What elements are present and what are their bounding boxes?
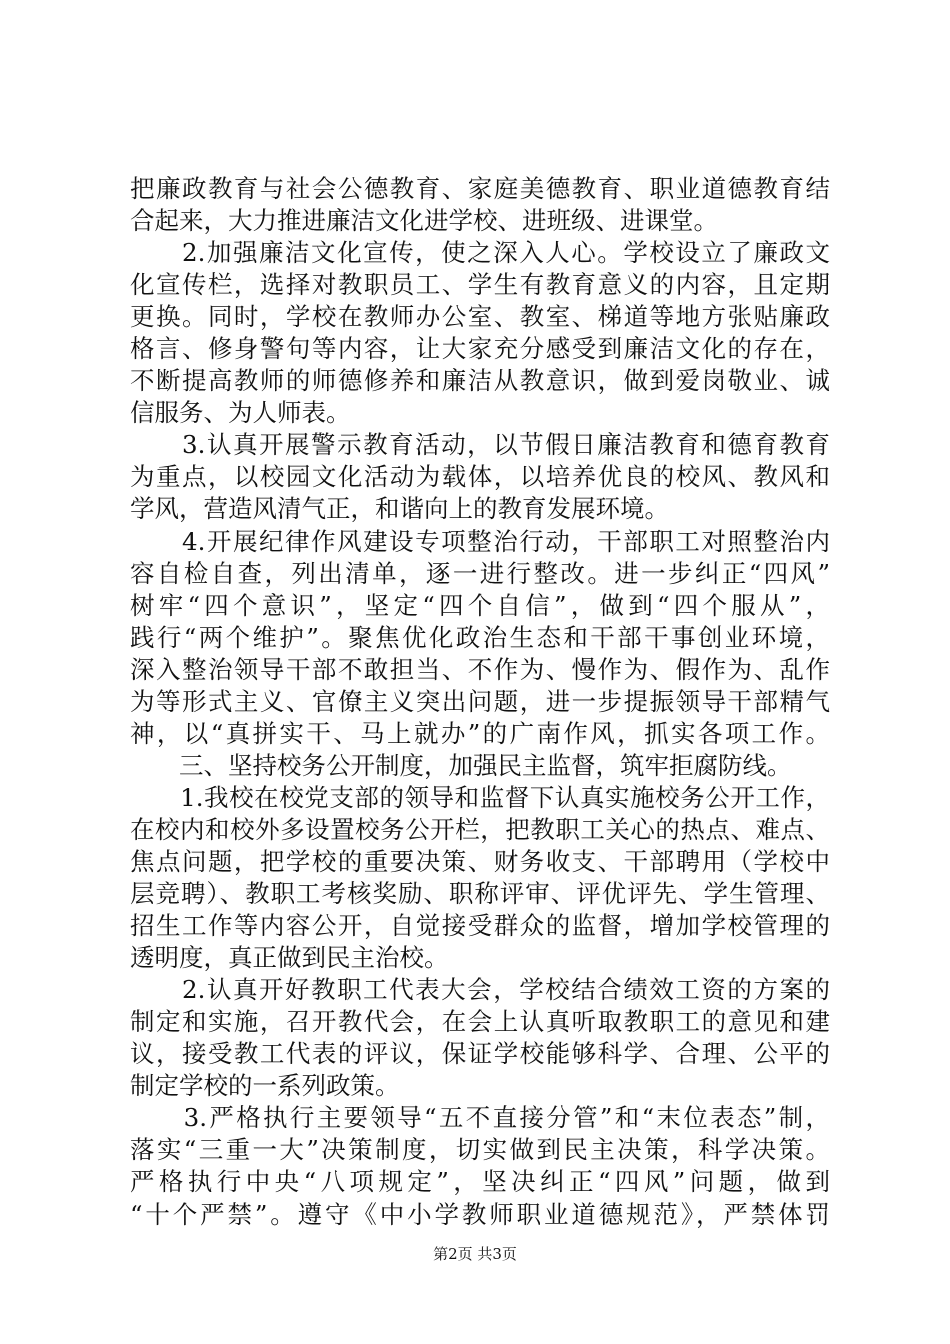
text-line: 4.开展纪律作风建设专项整治行动，干部职工对照整治内 xyxy=(130,526,830,556)
text-line: 议，接受教工代表的评议，保证学校能够科学、合理、公平的 xyxy=(130,1039,830,1069)
text-line: 落实“三重一大”决策制度，切实做到民主决策，科学决策。 xyxy=(130,1135,830,1165)
text-line: 更换。同时，学校在教师办公室、教室、梯道等地方张贴廉政 xyxy=(130,302,830,332)
text-line: 2.认真开好教职工代表大会，学校结合绩效工资的方案的 xyxy=(130,975,830,1005)
text-line: 焦点问题，把学校的重要决策、财务收支、干部聘用（学校中 xyxy=(130,846,830,876)
text-line: 制定和实施，召开教代会，在会上认真听取教职工的意见和建 xyxy=(130,1007,830,1037)
text-line: 深入整治领导干部不敢担当、不作为、慢作为、假作为、乱作 xyxy=(130,654,830,684)
text-line: 树牢“四个意识”，坚定“四个自信”，做到“四个服从”， xyxy=(130,590,830,620)
text-line: 化宣传栏，选择对教职员工、学生有教育意义的内容，且定期 xyxy=(130,270,830,300)
text-line: 容自检自查，列出清单，逐一进行整改。进一步纠正“四风” xyxy=(130,558,830,588)
text-line: 制定学校的一系列政策。 xyxy=(130,1071,400,1101)
text-line: 在校内和校外多设置校务公开栏，把教职工关心的热点、难点、 xyxy=(130,814,830,844)
text-line: 合起来，大力推进廉洁文化进学校、进班级、进课堂。 xyxy=(130,206,718,236)
text-line: 严格执行中央“八项规定”，坚决纠正“四风”问题，做到 xyxy=(130,1167,830,1197)
text-line: 践行“两个维护”。聚焦优化政治生态和干部干事创业环境， xyxy=(130,622,830,652)
text-line: 1.我校在校党支部的领导和监督下认真实施校务公开工作， xyxy=(130,782,830,812)
text-line: 透明度，真正做到民主治校。 xyxy=(130,943,449,973)
text-line: 学风，营造风清气正，和谐向上的教育发展环境。 xyxy=(130,494,669,524)
text-line: 3.认真开展警示教育活动，以节假日廉洁教育和德育教育 xyxy=(130,430,830,460)
text-line: “十个严禁”。遵守《中小学教师职业道德规范》，严禁体罚 xyxy=(130,1199,830,1229)
text-line: 为重点，以校园文化活动为载体，以培养优良的校风、教风和 xyxy=(130,462,830,492)
text-line: 信服务、为人师表。 xyxy=(130,398,351,428)
text-line: 为等形式主义、官僚主义突出问题，进一步提振领导干部精气 xyxy=(130,686,830,716)
text-line: 层竞聘）、教职工考核奖励、职称评审、评优评先、学生管理、 xyxy=(130,879,830,909)
page-footer: 第2页 共3页 xyxy=(433,1245,517,1263)
text-line: 2.加强廉洁文化宣传，使之深入人心。学校设立了廉政文 xyxy=(130,238,830,268)
text-line: 格言、修身警句等内容，让大家充分感受到廉洁文化的存在， xyxy=(130,334,830,364)
text-line: 神，以“真拼实干、马上就办”的广南作风，抓实各项工作。 xyxy=(130,718,830,748)
text-line: 三、坚持校务公开制度，加强民主监督，筑牢拒腐防线。 xyxy=(130,750,792,780)
text-line: 把廉政教育与社会公德教育、家庭美德教育、职业道德教育结 xyxy=(130,174,830,203)
text-line: 不断提高教师的师德修养和廉洁从教意识，做到爱岗敬业、诚 xyxy=(130,366,830,396)
text-line: 3.严格执行主要领导“五不直接分管”和“末位表态”制， xyxy=(130,1103,830,1133)
text-line: 招生工作等内容公开，自觉接受群众的监督，增加学校管理的 xyxy=(130,911,830,941)
document-body xyxy=(130,173,830,1231)
